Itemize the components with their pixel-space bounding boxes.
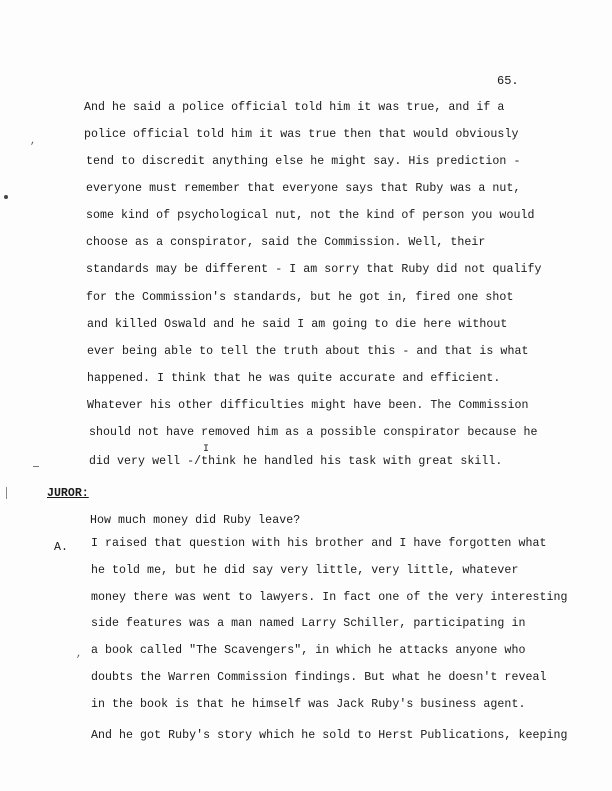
text-line: he told me, but he did say very little, very little, whatever (91, 564, 519, 577)
text-line: some kind of psychological nut, not the kind of person you would (86, 209, 535, 222)
text-line: choose as a conspirator, said the Commission. Well, their (86, 236, 486, 249)
text-line: And he said a police official told him it was true, and if a (84, 101, 505, 114)
page-number: 65. (497, 74, 519, 88)
scan-speck: , (30, 136, 37, 147)
text-line: side features was a man named Larry Schiller, participating in (91, 617, 526, 630)
text-line: in the book is that he himself was Jack Ruby's business agent. (91, 698, 526, 711)
text-line: ever being able to tell the truth about this - and that is what (87, 345, 529, 358)
scan-speck: , (76, 649, 83, 660)
text-line: a book called "The Scavengers", in which he attacks anyone who (91, 644, 526, 657)
text-line: Whatever his other difficulties might have been. The Commission (87, 399, 529, 412)
text-line: money there was went to lawyers. In fact one of the very interesting (91, 591, 568, 604)
text-line: standards may be different - I am sorry that Ruby did not qualify (86, 263, 542, 276)
scan-speck (6, 487, 7, 499)
text-line: and killed Oswald and he said I am going to die here without (87, 318, 508, 331)
answer-label: A. (54, 541, 68, 554)
handwritten-insertion-mark: I (203, 444, 210, 455)
text-line: did very well -/think he handled his task with great skill. (89, 455, 503, 468)
question-line: How much money did Ruby leave? (90, 514, 301, 527)
scan-speck (33, 466, 39, 467)
text-line: for the Commission's standards, but he got in, fired one shot (86, 291, 514, 304)
text-line: police official told him it was true then that would obviously (84, 128, 519, 141)
text-line: happened. I think that he was quite accurate and efficient. (87, 372, 501, 385)
text-line: I raised that question with his brother and I have forgotten what (91, 537, 547, 550)
speaker-label: JUROR: (47, 487, 89, 500)
text-line: And he got Ruby's story which he sold to Herst Publications, keeping (91, 729, 568, 742)
text-line: tend to discredit anything else he might say. His prediction - (86, 155, 521, 168)
text-line: doubts the Warren Commission findings. But what he doesn't reveal (91, 671, 547, 684)
scan-speck (4, 195, 8, 199)
text-line: everyone must remember that everyone says that Ruby was a nut, (86, 182, 521, 195)
text-line: should not have removed him as a possible conspirator because he (89, 426, 538, 439)
